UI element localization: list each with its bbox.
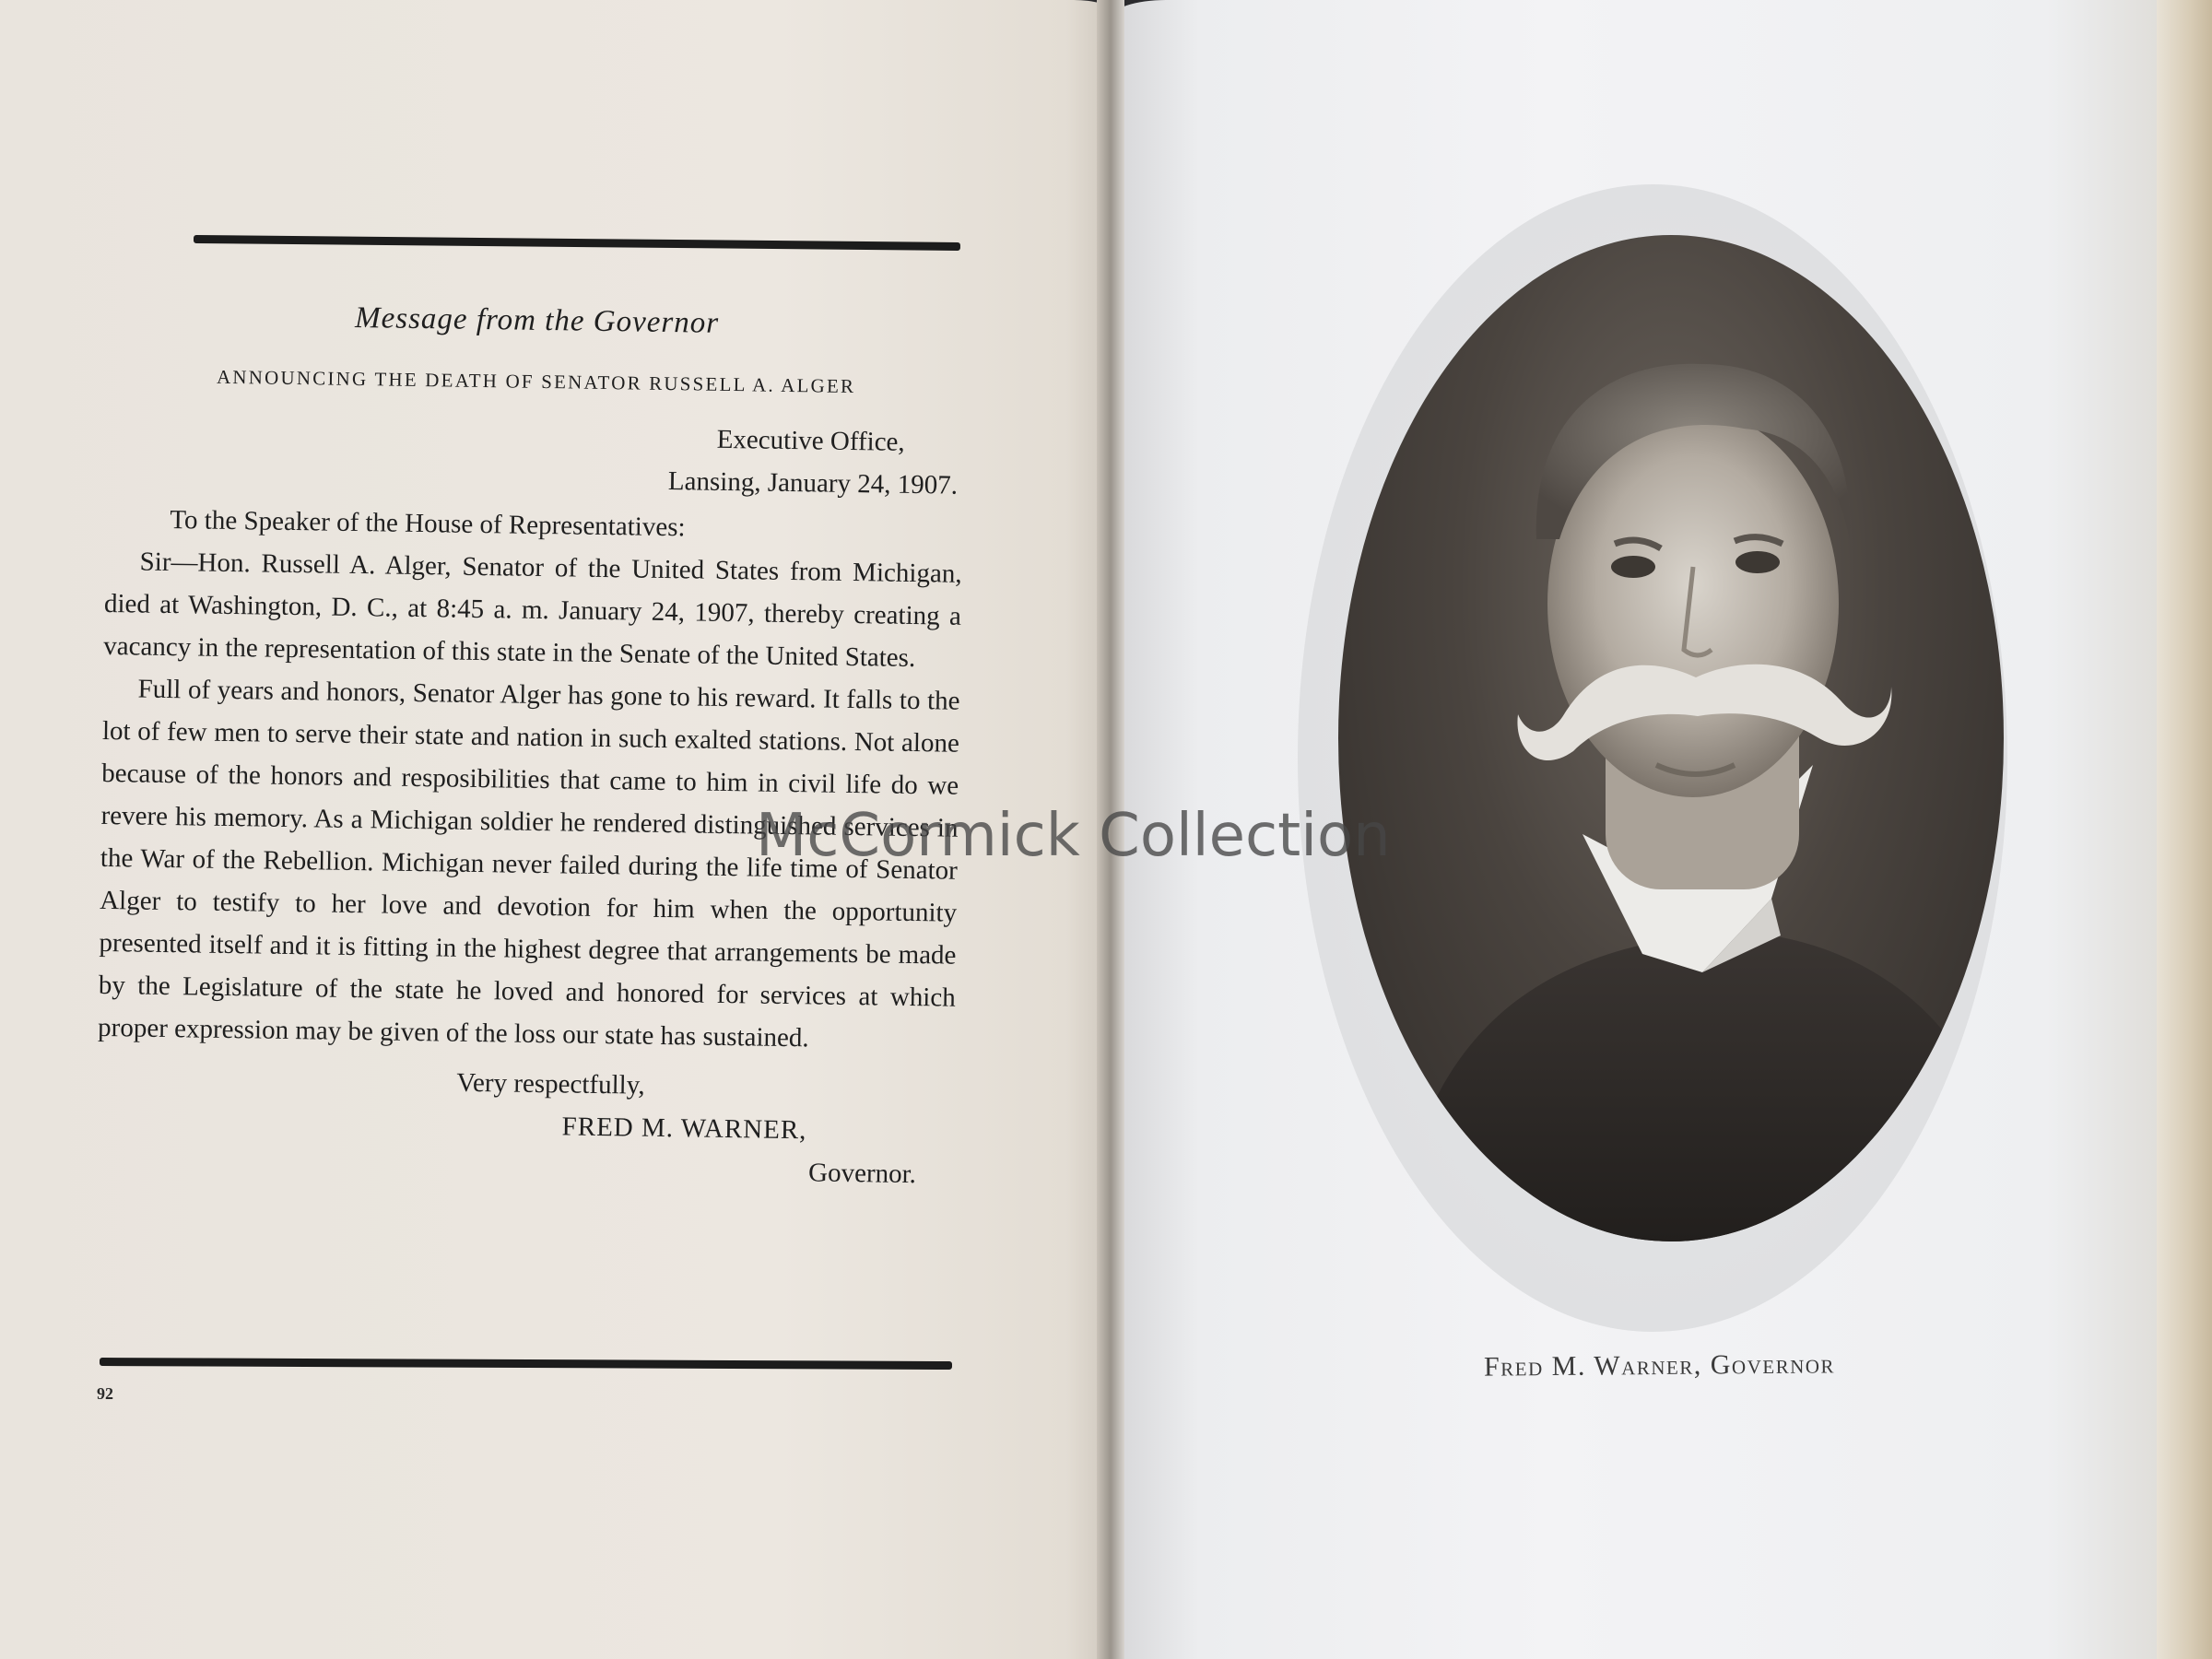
address-line-2: Lansing, January 24, 1907. xyxy=(667,466,959,500)
signer-title: Governor. xyxy=(807,1158,917,1190)
page-stack-edge xyxy=(2157,0,2212,1659)
signer-name: FRED M. WARNER, xyxy=(561,1112,807,1146)
paragraph-1: Sir—Hon. Russell A. Alger, Senator of the United States from Michigan, died at Washington, D. C., at 8:45 a. m. January 24, 1907, thereby creating a vacancy in the representation of this state in the Senate of the United States. xyxy=(103,547,962,674)
salutation: To the Speaker of the House of Representatives: xyxy=(170,505,686,543)
governor-letter xyxy=(96,293,966,1196)
closing: Very respectfully, xyxy=(456,1067,645,1100)
letter-subheading: ANNOUNCING THE DEATH OF SENATOR RUSSELL A. ALGER xyxy=(216,365,856,398)
paragraph-2: Full of years and honors, Senator Alger has gone to his reward. It falls to the lot of few men to serve their state and nation in such exalted stations. Not alone because of the honors and resposibilities that came to him in civil life do we revere his memory. As a Michigan soldier he rendered distinguished services in the War of the Rebellion. Michigan never failed during the life time of Senator Alger to testify to her love and devotion for him when the opportunity presented itself and it is fitting in the highest degree that arrangements be made by the Legislature of the state he loved and honored for services at which proper expression may be given of the loss our state has sustained. xyxy=(97,674,960,1053)
watermark: McCormick Collection xyxy=(756,802,1391,870)
portrait-illustration xyxy=(1338,235,2004,1241)
page-number: 92 xyxy=(97,1384,113,1403)
portrait-photo xyxy=(1338,235,2004,1241)
address-line-1: Executive Office, xyxy=(716,424,905,457)
letter-heading: Message from the Governor xyxy=(354,300,720,340)
portrait-caption: Fred M. Warner, Governor xyxy=(1483,1348,1836,1382)
